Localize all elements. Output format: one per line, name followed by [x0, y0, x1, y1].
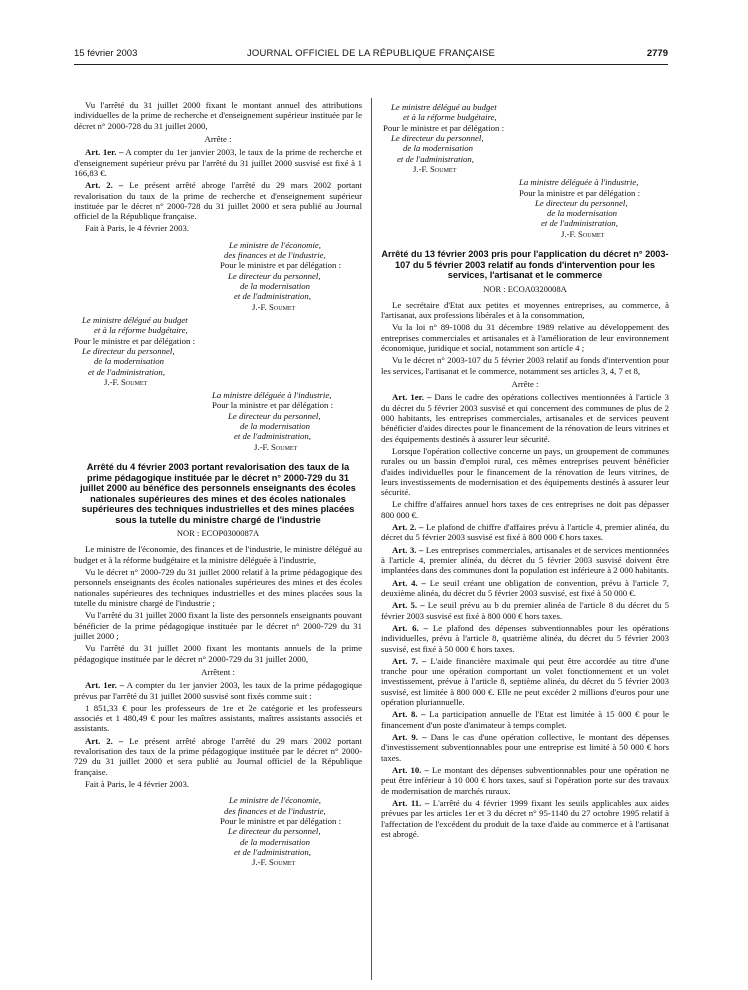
article-11	[381, 798, 669, 839]
decree-title: Arrêté du 4 février 2003 portant revalorisation des taux de la prime pédagogique instituée par le décret n° 2000-729 du 31 juillet 2000 au bénéfice des personnels enseignants des écoles nationales supérieures des mines et des écoles nationales supérieures des techniques industrielles et des mines placées sous la tutelle du ministre chargé de l'industrie	[80, 462, 356, 525]
article-text: A compter du 1er janvier 2003, les taux de la prime pédagogique prévus par l'arrêté du 31 juillet 2000 susvisé sont fixés comme suit :	[74, 680, 362, 701]
arrete-heading: Arrête :	[511, 379, 539, 389]
nor-reference: NOR : ECOP0300087A	[176, 528, 260, 539]
article-label: Art. 6. –	[392, 622, 428, 633]
article-text: Dans le cadre des opérations collectives mentionnées à l'article 3 du décret du 5 février 2003 susvisé et qui concernent des communes de plus de 2 000 habitants, les entreprises commerciales, artisanales et de services peuvent bénéficier d'aides directes pour le financement de la rénovation de leurs vitrines et des équipements destinés à assurer leur sécurité.	[381, 392, 669, 444]
signature-block	[381, 177, 669, 239]
paragraph: Vu le décret n° 2003-107 du 5 février 2003 relatif au fonds d'intervention pour les services, l'artisanat et le commerce, notamment ses articles 3, 4, 7 et 8,	[381, 355, 669, 376]
sig-line: Le ministre de l'économie,	[229, 239, 321, 250]
article-text: Le seuil créant une obligation de convention, prévu à l'article 7, deuxième alinéa, du décret du 5 février 2003 susvisé, est fixé à 50 000 €.	[381, 577, 669, 598]
article-text: Le montant des dépenses subventionnables pour une opération ne peut être inférieur à 10 000 € hors taxes, sauf si l'opération porte sur des travaux de modernisation de marchés ruraux.	[381, 764, 669, 796]
article-2	[74, 180, 362, 221]
article-1	[74, 147, 362, 178]
sig-line: Pour le ministre et par délégation :	[220, 260, 342, 271]
sig-line: La ministre déléguée à l'industrie,	[519, 177, 639, 188]
paragraph: Vu la loi n° 89-1008 du 31 décembre 1989 relative au développement des entreprises commerciales et artisanales et à l'amélioration de leur environnement économique, juridique et social, notamment son article 4 ;	[381, 322, 669, 354]
done-at: Fait à Paris, le 4 février 2003.	[85, 779, 190, 790]
article-label: Art. 10. –	[392, 764, 429, 775]
article-text: Le présent arrêté abroge l'arrêté du 29 mars 2002 portant revalorisation du taux de la prime de recherche et d'enseignement supérieur instituée par le décret n° 2000-728 du 31 juillet 2000 et sera publié au Journal officiel de la République française.	[74, 180, 362, 222]
sig-line: La ministre déléguée à l'industrie,	[212, 390, 332, 401]
article-text: Les entreprises commerciales, artisanales et de services mentionnées à l'article 4, premier alinéa, du décret du 5 février 2003 susvisé doivent être implantées dans des communes dont la population est inférieure à 2 000 habitants.	[381, 544, 670, 576]
sig-line: Le directeur du personnel,	[391, 132, 484, 143]
left-column	[74, 100, 362, 871]
paragraph: Le ministre de l'économie, des finances et de l'industrie, le ministre délégué au budget et à la réforme budgétaire et la ministre déléguée à l'industrie,	[74, 544, 362, 565]
article-7	[381, 656, 669, 708]
article-label: Art. 2. –	[392, 522, 424, 533]
sig-line: Le directeur du personnel,	[228, 410, 321, 421]
sig-line: et de l'administration,	[234, 291, 311, 302]
sig-line: Le ministre délégué au budget	[391, 102, 497, 112]
paragraph: Vu l'arrêté du 31 juillet 2000 fixant les montants annuels de la prime pédagogique instituée par le décret n° 2000-729 du 31 juillet 2000,	[74, 643, 362, 664]
article-label: Art. 1er. –	[392, 392, 432, 403]
sig-line: et à la réforme budgétaire,	[403, 112, 497, 123]
paragraph: Le secrétaire d'Etat aux petites et moyennes entreprises, au commerce, à l'artisanat, aux professions libérales et à la consommation,	[381, 299, 669, 321]
article-label: Art. 4. –	[392, 577, 426, 588]
sig-line: Le directeur du personnel,	[535, 197, 628, 208]
sig-line: Le directeur du personnel,	[82, 345, 175, 356]
article-text: La participation annuelle de l'Etat est limitée à 15 000 € pour le financement d'un poste d'animateur à temps complet.	[381, 709, 670, 730]
sig-line: et de l'administration,	[397, 153, 474, 164]
article-label: Art. 2. –	[85, 735, 124, 746]
sig-line: Pour le ministre et par délégation :	[383, 122, 505, 133]
sig-line: Le ministre de l'économie,	[229, 795, 321, 806]
column-divider	[371, 98, 372, 980]
article-9	[381, 732, 669, 763]
article-label: Art. 2. –	[85, 180, 124, 191]
article-5	[381, 600, 669, 621]
sig-line: Le ministre délégué au budget	[82, 314, 188, 325]
arrete-heading: Arrêtent :	[201, 666, 235, 677]
paragraph: Vu l'arrêté du 31 juillet 2000 fixant la liste des personnels enseignants pouvant bénéficier de la prime pédagogique instituée par le décret n° 2000-729 du 31 juillet 2000 ;	[74, 610, 362, 641]
signature-block	[74, 390, 362, 452]
sig-line: de la modernisation	[240, 836, 310, 847]
paragraph: Vu l'arrêté du 31 juillet 2000 fixant le montant annuel des attributions individuelles de la prime de recherche et d'enseignement supérieur instituée par le décret n° 2000-728 du 31 juillet 2000,	[74, 100, 362, 131]
sig-line: de la modernisation	[94, 356, 164, 367]
sig-line: et de l'administration,	[234, 431, 311, 442]
arrete-heading: Arrête :	[204, 133, 232, 144]
signatory-name: J.-F. Soumet	[254, 441, 298, 452]
sig-line: de la modernisation	[547, 208, 617, 219]
article-8	[381, 709, 669, 730]
article-label: Art. 3. –	[392, 544, 424, 555]
signatory-name: J.-F. Soumet	[252, 301, 296, 312]
journal-title: JOURNAL OFFICIEL DE LA RÉPUBLIQUE FRANÇAISE	[246, 48, 496, 59]
article-label: Art. 7. –	[392, 655, 427, 666]
article-text: L'aide financière maximale qui peut être accordée au titre d'une tranche pour une opération comportant un volet fonctionnement et un volet investissement, prévue à l'article 8, septième alinéa, du décret du 5 février 2003 susvisé, est limitée à 800 000 €. Elle ne peut excéder 2 millions d'euros pour une opération pluriannuelle.	[381, 655, 670, 708]
article-10	[381, 765, 669, 796]
article-3	[381, 545, 669, 576]
paragraph: Lorsque l'opération collective concerne un pays, un groupement de communes rurales ou un bassin d'emploi rural, ces mêmes entreprises peuvent bénéficier d'aides individuelles pour le financement de la rénovation de leurs vitrines, de leurs investissements de modernisation et des équipements destinés à assurer leur sécurité.	[381, 445, 669, 498]
paragraph: Le chiffre d'affaires annuel hors taxes de ces entreprises ne doit pas dépasser 800 000 €.	[381, 499, 669, 520]
article-label: Art. 9. –	[392, 732, 427, 742]
signatory-name: J.-F. Soumet	[413, 163, 457, 174]
header-date: 15 février 2003	[74, 48, 138, 59]
sig-line: Pour le ministre et par délégation :	[74, 335, 196, 346]
signatory-name: J.-F. Soumet	[104, 376, 148, 387]
article-text: Dans le cas d'une opération collective, le montant des dépenses d'investissement subventionnables pour une entreprise est limité à 50 000 € hors taxes.	[381, 732, 670, 763]
article-text: L'arrêté du 4 février 1999 fixant les seuils applicables aux aides prévues par les articles 1er et 3 du décret n° 95-1140 du 27 octobre 1995 relatif à l'affectation de l'excédent du produit de la taxe d'aide au commerce et à l'artisanat est abrogé.	[381, 797, 669, 839]
article-text: Le présent arrêté abroge l'arrêté du 29 mars 2002 portant revalorisation des taux de la prime pédagogique instituée par le décret n° 2000-729 du 31 juillet 2000 et sera publié au Journal officiel de la République française.	[74, 735, 362, 777]
sig-line: de la modernisation	[240, 281, 310, 291]
article-label: Art. 5. –	[392, 600, 425, 611]
sig-line: et de l'administration,	[88, 366, 165, 377]
paragraph: 1 851,33 € pour les professeurs de 1re et 2e catégorie et les professeurs associés et 1 480,49 € pour les maîtres assistants, maîtres assistants associés et assistants.	[74, 702, 362, 734]
article-1	[381, 392, 669, 444]
right-column	[381, 100, 669, 841]
article-1	[74, 680, 362, 701]
page-number: 2779	[646, 48, 668, 59]
sig-line: Le directeur du personnel,	[228, 826, 321, 837]
article-label: Art. 1er. –	[85, 147, 124, 158]
signatory-name: J.-F. Soumet	[561, 228, 605, 239]
sig-line: et de l'administration,	[234, 846, 311, 857]
header-rule	[74, 64, 668, 65]
sig-line: Le directeur du personnel,	[228, 270, 321, 281]
decree-title: Arrêté du 13 février 2003 pris pour l'application du décret n° 2003-107 du 5 février 2003 relatif au fonds d'intervention pour les services, l'artisanat et le commerce	[381, 249, 669, 281]
sig-line: et à la réforme budgétaire,	[94, 325, 188, 336]
article-label: Art. 8. –	[392, 709, 426, 720]
sig-line: Pour la ministre et par délégation :	[212, 400, 334, 411]
done-at: Fait à Paris, le 4 février 2003.	[85, 223, 190, 234]
sig-line: de la modernisation	[403, 143, 473, 154]
article-6	[381, 623, 669, 654]
signature-block	[381, 102, 669, 174]
article-2	[74, 736, 362, 777]
article-text: A compter du 1er janvier 2003, le taux de la prime de recherche et d'enseignement supérieur prévu par l'arrêté du 31 juillet 2000 susvisé est fixé à 1 166,83 €.	[74, 147, 362, 178]
article-text: Le seuil prévu au b du premier alinéa de l'article 8 du décret du 5 février 2003 susvisé est fixé à 800 000 € hors taxes.	[381, 600, 669, 621]
article-text: Le plafond de chiffre d'affaires prévu à l'article 4, premier alinéa, du décret du 5 février 2003 susvisé est fixé à 800 000 € hors taxes.	[381, 522, 669, 543]
article-text: Le plafond des dépenses subventionnables pour les opérations individuelles, prévu à l'article 8, quatrième alinéa, du décret du 5 février 2003 susvisé, est fixé à 50 000 € hors taxes.	[381, 622, 670, 654]
signature-block	[74, 240, 362, 312]
article-2	[381, 522, 669, 543]
nor-reference: NOR : ECOA0320008A	[483, 283, 567, 294]
signature-block	[74, 795, 362, 867]
article-label: Art. 1er. –	[85, 680, 125, 691]
sig-line: Pour la ministre et par délégation :	[519, 187, 641, 198]
paragraph: Vu le décret n° 2000-729 du 31 juillet 2000 relatif à la prime pédagogique des personnels enseignants des écoles nationales supérieures des mines et des écoles nationales supérieures des techniques industrielles et des mines placées sous la tutelle du ministre chargé de l'industrie ;	[74, 567, 362, 609]
sig-line: des finances et de l'industrie,	[224, 805, 326, 816]
page-header	[74, 48, 668, 62]
sig-line: de la modernisation	[240, 421, 310, 432]
sig-line: et de l'administration,	[541, 218, 618, 229]
signature-block	[74, 315, 362, 387]
sig-line: des finances et de l'industrie,	[224, 250, 326, 261]
sig-line: Pour le ministre et par délégation :	[220, 815, 342, 826]
article-4	[381, 578, 669, 599]
article-label: Art. 11. –	[392, 797, 430, 808]
signatory-name: J.-F. Soumet	[252, 857, 296, 868]
